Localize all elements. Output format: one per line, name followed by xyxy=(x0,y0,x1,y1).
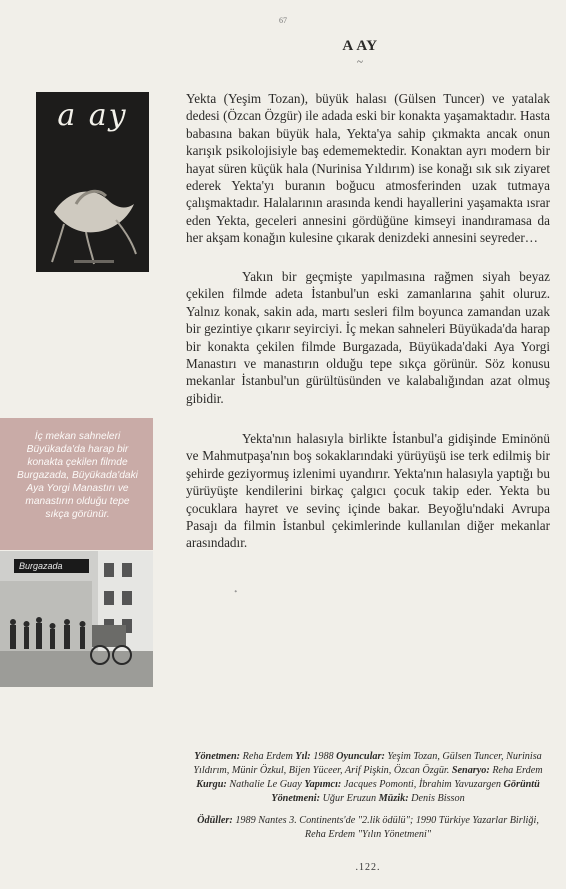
burgazada-sign: Burgazada xyxy=(14,559,89,573)
paragraph-istanbul-walk: Yekta'nın halasıyla birlikte İstanbul'a gidişinde Eminönü ve Mahmutpaşa'nın boş sokaklarındaki yürüyüşü ise terk edilmiş bir şehirde geziyormuş izlenimi uyandırır. Yekta'nın halasıyla yaptığı bu yürüyüşte kendilerini birkaç çalgıcı çocuk takip eder. Yekta bu çocuklara hayret ve sevinç içinde bakar. Beyoğlu'ndaki Avrupa Pasajı da filmin İstanbul çekimlerinde kullanılan diğer mekanlar arasındadır. xyxy=(186,431,550,551)
burgazada-photo xyxy=(0,551,153,687)
sidebar-pull-quote: İç mekan sahneleri Büyükada'da harap bir konakta çekilen filmde Burgazada, Büyükada'daki Aya Yorgi Manastırı ve manastırın olduğu tepe sıkça görünür. xyxy=(0,418,153,550)
film-credits xyxy=(186,750,550,842)
title-ornament: ~ xyxy=(357,56,363,68)
film-poster xyxy=(36,92,149,272)
bottom-page-number: .122. xyxy=(355,862,381,873)
credits-main: Yönetmen: Reha Erdem Yıl: 1988 Oyuncular: Yeşim Tozan, Gülsen Tuncer, Nurinisa Yıldırım, Münir Özkul, Bijen Yüceer, Arif Pişkin, Özcan Özgür. Senaryo: Reha Erdem Kurgu: Nathalie Le Guay Yapımcı: Jacques Pomonti, İbrahim Yavuzargen Görüntü Yönetmeni: Uğur Eruzun Müzik: Denis Bisson xyxy=(193,751,543,804)
film-title: A AY xyxy=(342,38,378,54)
paragraph-synopsis: Yekta (Yeşim Tozan), büyük halası (Gülsen Tuncer) ve yatalak dedesi (Özcan Özgür) ile adada eski bir konakta yaşamaktadır. Hasta babasına bakan büyük hala, Yekta'ya sahip çıkmakta ancak onun karışık psikolojisiyle baş edememektedir. Konaktan ayrı modern bir hayat süren küçük hala (Nurinisa Yıldırım) ise konağı sık sık ziyaret ederek Yekta'yı buranın boğucu atmosferinden uzak tutmaya çalışmaktadır. Halalarının arasında kendi hayallerini yaşamakta ısrar eden Yekta, geceleri annesini gördüğüne kimseyi inandıramasa da her akşam konağın kulesine çıkarak denizdeki annesini seyreder… xyxy=(186,91,550,246)
poster-title: a ay xyxy=(57,98,128,133)
top-page-number: 67 xyxy=(279,16,287,25)
credits-awards: Ödüller: 1989 Nantes 3. Continents'de "2.lik ödülü"; 1990 Türkiye Yazarlar Birliği, Reha Erdem "Yılın Yönetmeni" xyxy=(197,815,539,840)
paragraph-locations: Yakın bir geçmişte yapılmasına rağmen siyah beyaz çekilen filmde adeta İstanbul'un eski zamanlarına şahit oluruz. Yalnız konak, sakin ada, martı sesleri film boyunca zamandan uzak bir gezintiye çıkarır seyirciyi. İç mekan sahneleri Büyükada'da harap bir konakta çekilen filmde Burgazada, Büyükada'daki Aya Yorgi Manastırı ve manastırın olduğu tepe sıkça görünür. Söz konusu mekanlar İstanbul'un gürültüsünden ve kalabalığından azat olmuş gibidir. xyxy=(186,269,550,406)
decorative-mark: ᐩ xyxy=(234,588,238,598)
